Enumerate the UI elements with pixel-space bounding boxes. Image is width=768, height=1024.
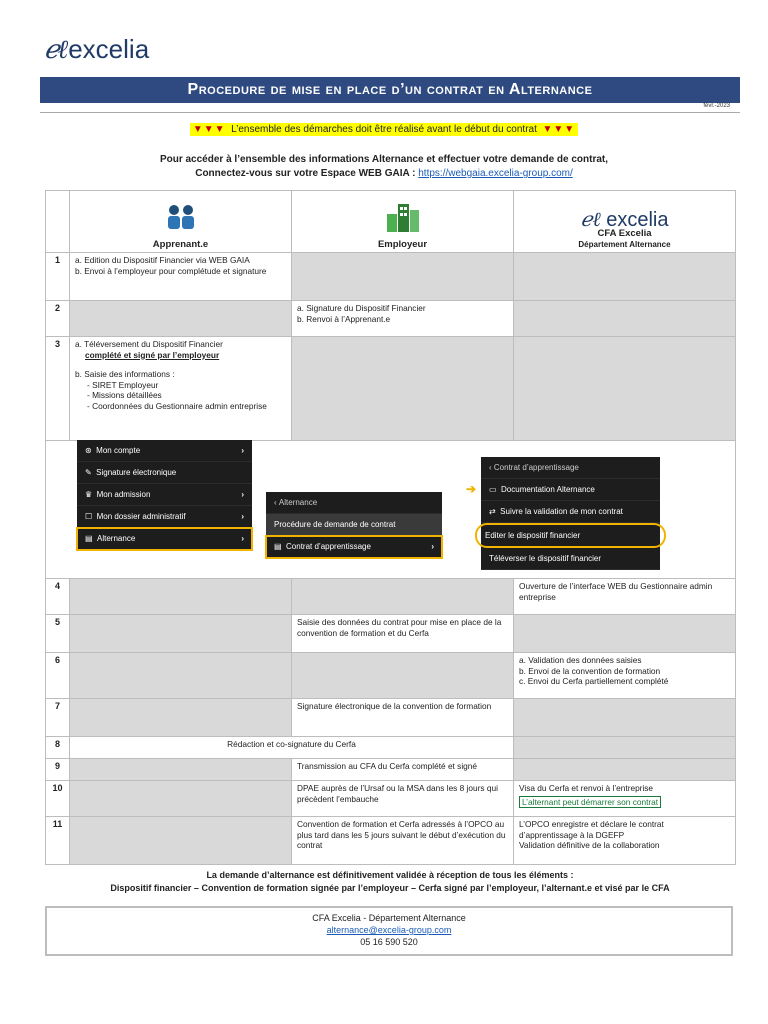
table-row: 11 Convention de formation et Cerfa adressés à l’OPCO au plus tard dans les 5 jours suivant le début d’exécution du contrat L’OPCO enregistre et déclare le contrat d’apprentissage à la DGEFP Validation définitive de la collaboration — [46, 817, 736, 865]
warning-triangles-icon: ▼▼▼ — [192, 124, 226, 135]
step-9-employeur: Transmission au CFA du Cerfa complété et signé — [292, 759, 514, 781]
step-2-employeur: a. Signature du Dispositif Financier b. Renvoi à l’Apprenant.e — [292, 301, 514, 337]
contact-phone: 05 16 590 520 — [360, 937, 418, 947]
edit-icon: ☐ — [85, 512, 93, 521]
logo-text: excelia — [68, 34, 150, 64]
menu-alternance-screenshot — [266, 492, 442, 558]
pen-icon: ✎ — [85, 468, 92, 477]
warning-triangles-icon: ▼▼▼ — [542, 124, 576, 135]
step-1-apprenant: a. Edition du Dispositif Financier via WEB GAIA b. Envoi à l’employeur pour complétude et signature — [70, 253, 292, 301]
chevron-left-icon: ‹ — [489, 463, 492, 472]
warning-banner — [0, 124, 768, 135]
header-cfa: ℯℓ excelia CFA Excelia Département Alternance — [514, 191, 736, 253]
contact-box — [45, 906, 733, 956]
students-icon — [166, 204, 196, 230]
contact-name: CFA Excelia - Département Alternance — [312, 913, 466, 923]
excelia-logo — [44, 34, 149, 65]
intro-line-1: Pour accéder à l’ensemble des informations Alternance et effectuer votre demande de contrat, — [159, 154, 609, 165]
start-contract-badge: L’alternant peut démarrer son contrat — [519, 796, 661, 809]
menu-back-contrat[interactable]: ‹ Contrat d’apprentissage — [481, 457, 660, 479]
table-row: 5 Saisie des données du contrat pour mise en place de la convention de formation et du Cerfa — [46, 615, 736, 653]
contact-email-link[interactable]: alternance@excelia-group.com — [326, 925, 452, 935]
divider — [40, 112, 740, 113]
menu-item-editer[interactable]: Editer le dispositif financier — [475, 523, 666, 548]
step-5-employeur: Saisie des données du contrat pour mise en place de la convention de formation et du Cerfa — [292, 615, 514, 653]
menu-item-contrat[interactable]: ▤ Contrat d’apprentissage › — [266, 536, 442, 558]
table-row: 4 Ouverture de l’interface WEB du Gestionnaire admin entreprise — [46, 579, 736, 615]
menu-back-alternance[interactable]: ‹ Alternance — [266, 492, 442, 514]
menu-item-procedure[interactable]: Procédure de demande de contrat — [266, 514, 442, 536]
table-row: 9 Transmission au CFA du Cerfa complété et signé — [46, 759, 736, 781]
step-4-cfa: Ouverture de l’interface WEB du Gestionnaire admin entreprise — [514, 579, 736, 615]
folder-icon: ▭ — [489, 485, 497, 494]
table-row: 2 a. Signature du Dispositif Financier b. Renvoi à l’Apprenant.e — [46, 301, 736, 337]
table-row: 3 a. Téléversement du Dispositif Financier complété et signé par l’employeur b. Saisie des informations : - SIRET Employeur - Missions détaillées - Coordonnées du Gestionnaire admin entreprise — [46, 337, 736, 441]
header-employeur: Employeur — [292, 191, 514, 253]
menu-item-mon-compte[interactable]: ⊛ Mon compte › — [77, 440, 252, 462]
buildings-icon — [385, 202, 421, 232]
page-title: Procedure de mise en place d’un contrat en Alternance — [40, 77, 740, 103]
step-8-shared: Rédaction et co-signature du Cerfa — [70, 737, 514, 759]
menu-main-screenshot — [77, 440, 252, 550]
step-11-cfa: L’OPCO enregistre et déclare le contrat d’apprentissage à la DGEFP Validation définitive de la collaboration — [514, 817, 736, 865]
trophy-icon: ♛ — [85, 490, 93, 499]
menu-item-admission[interactable]: ♛ Mon admission › — [77, 484, 252, 506]
menu-item-dossier[interactable]: ☐ Mon dossier administratif › — [77, 506, 252, 528]
menu-item-signature[interactable]: ✎ Signature électronique — [77, 462, 252, 484]
step-6-cfa: a. Validation des données saisies b. Envoi de la convention de formation c. Envoi du Cerfa partiellement complété — [514, 653, 736, 699]
webgaia-link[interactable]: https://webgaia.excelia-group.com/ — [418, 168, 573, 179]
chevron-left-icon: ‹ — [274, 498, 277, 507]
user-icon: ⊛ — [85, 446, 92, 455]
step-7-employeur: Signature électronique de la convention de formation — [292, 699, 514, 737]
table-row: 7 Signature électronique de la convention de formation — [46, 699, 736, 737]
table-row: 8 Rédaction et co-signature du Cerfa — [46, 737, 736, 759]
intro-line-2: Connectez-vous sur votre Espace WEB GAIA : — [195, 168, 416, 179]
document-icon: ▤ — [85, 534, 93, 543]
warning-text: L’ensemble des démarches doit être réalisé avant le début du contrat — [231, 124, 537, 135]
arrow-right-icon: ➔ — [466, 482, 477, 496]
document-icon: ▤ — [274, 542, 282, 551]
document-date: févr.-2023 — [703, 103, 730, 109]
table-row: 10 DPAE auprès de l’Ursaf ou la MSA dans les 8 jours qui précèdent l’embauche Visa du Cerfa et renvoi à l’entreprise L’alternant peut démarrer son contrat — [46, 781, 736, 817]
table-row: 1 a. Edition du Dispositif Financier via WEB GAIA b. Envoi à l’employeur pour complétude et signature — [46, 253, 736, 301]
menu-contrat-screenshot — [481, 457, 660, 570]
step-3-apprenant: a. Téléversement du Dispositif Financier complété et signé par l’employeur b. Saisie des informations : - SIRET Employeur - Missions détaillées - Coordonnées du Gestionnaire admin entreprise — [70, 337, 292, 441]
step-10-cfa: Visa du Cerfa et renvoi à l’entreprise L’alternant peut démarrer son contrat — [514, 781, 736, 817]
excelia-mark-icon: ℯℓ — [44, 34, 67, 64]
refresh-icon: ⇄ — [489, 507, 496, 516]
menu-item-televerser[interactable]: Téléverser le dispositif financier — [481, 548, 660, 570]
menu-item-alternance[interactable]: ▤ Alternance › — [77, 528, 252, 550]
footer-note: La demande d’alternance est définitivement validée à réception de tous les éléments : Dispositif financier – Convention de formation signée par l’employeur – Cerfa signé par l’employeur, l’alternant.e et visé par le CFA — [110, 870, 670, 893]
table-row: 6 a. Validation des données saisies b. Envoi de la convention de formation c. Envoi du Cerfa partiellement complété — [46, 653, 736, 699]
excelia-mark-icon: ℯℓ — [580, 208, 601, 231]
header-apprenant: Apprenant.e — [70, 191, 292, 253]
menu-item-documentation[interactable]: ▭ Documentation Alternance — [481, 479, 660, 501]
step-11-employeur: Convention de formation et Cerfa adressés à l’OPCO au plus tard dans les 5 jours suivant le début d’exécution du contrat — [292, 817, 514, 865]
menu-item-suivre[interactable]: ⇄ Suivre la validation de mon contrat — [481, 501, 660, 523]
intro-text — [0, 153, 768, 181]
step-10-employeur: DPAE auprès de l’Ursaf ou la MSA dans les 8 jours qui précèdent l’embauche — [292, 781, 514, 817]
